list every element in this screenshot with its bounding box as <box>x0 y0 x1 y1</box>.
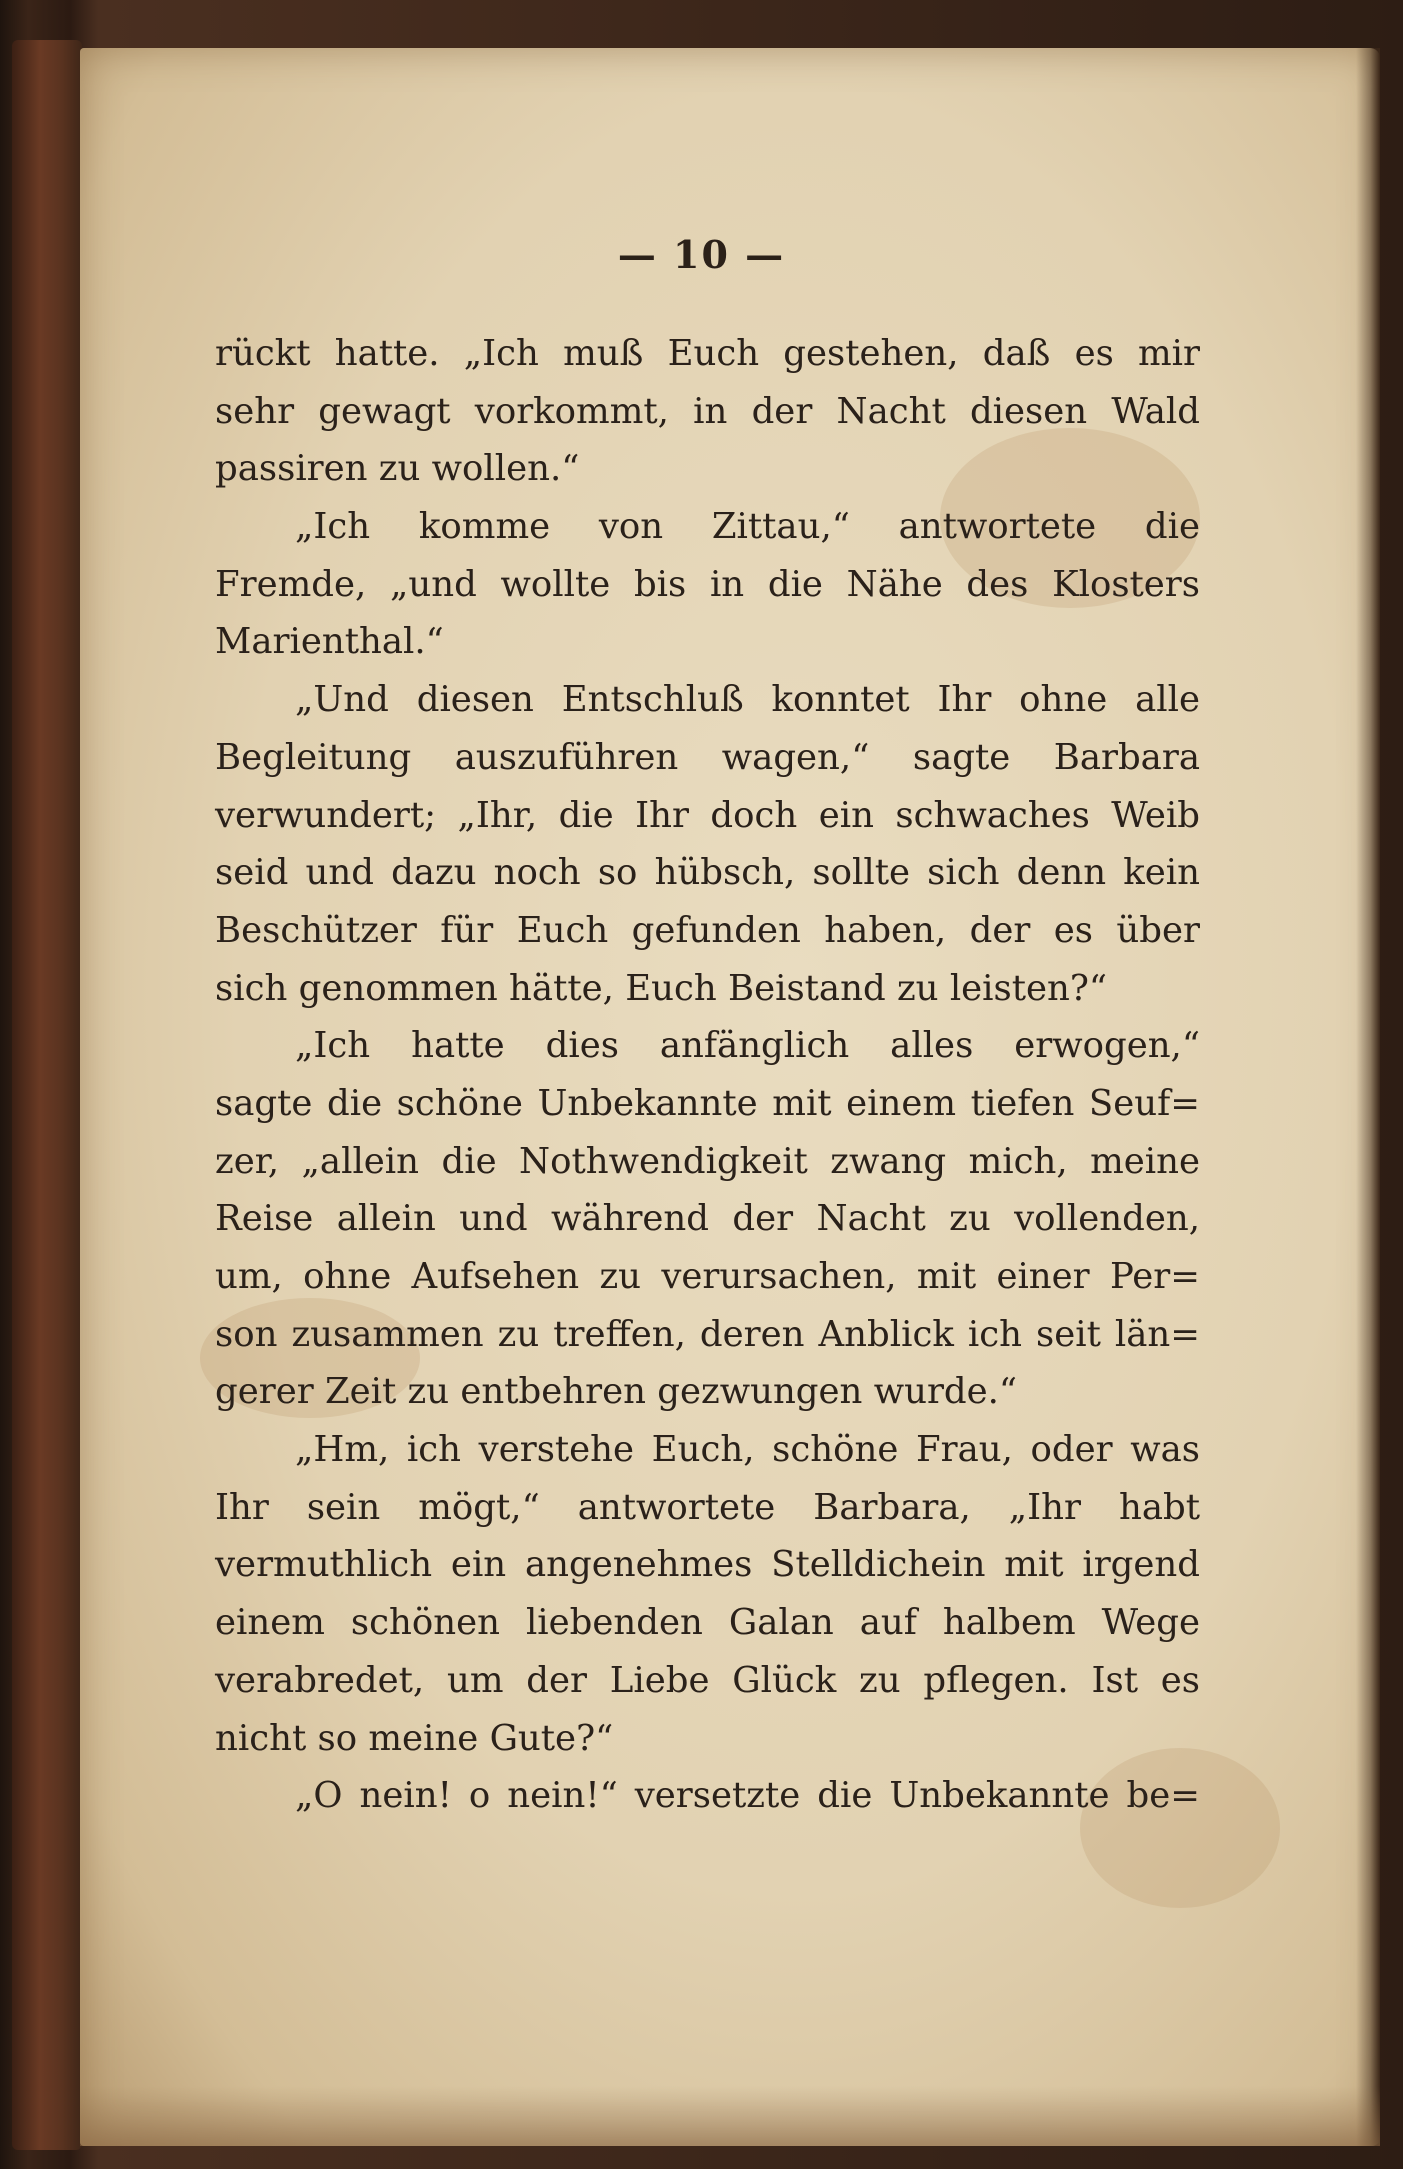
text-line: nicht so meine Gute?“ <box>215 1717 614 1759</box>
text-line: „Und diesen Entschluß konntet Ihr ohne alle <box>295 679 1200 721</box>
body-text <box>215 325 1200 1825</box>
text-line: Beschützer für Euch gefunden haben, der es über <box>215 909 1200 951</box>
text-line: gerer Zeit zu entbehren gezwungen wurde.“ <box>215 1371 1018 1413</box>
text-line: „Ich hatte dies anfänglich alles erwogen,“ <box>295 1025 1200 1067</box>
text-line: rückt hatte. „Ich muß Euch gestehen, daß es mir <box>215 333 1200 374</box>
book-spine-edge <box>12 40 82 2150</box>
text-line: Marienthal.“ <box>215 621 444 663</box>
text-line: Reise allein und während der Nacht zu vollenden, <box>215 1198 1200 1240</box>
text-line: verwundert; „Ihr, die Ihr doch ein schwaches Weib <box>215 794 1200 836</box>
text-line: sagte die schöne Unbekannte mit einem tiefen Seuf= <box>215 1082 1200 1124</box>
text-line: um, ohne Aufsehen zu verursachen, mit einer Per= <box>215 1256 1200 1297</box>
text-line: Begleitung auszuführen wagen,“ sagte Barbara <box>215 736 1200 778</box>
text-line: „Ich komme von Zittau,“ antwortete die <box>295 506 1200 548</box>
text-line: son zusammen zu treffen, deren Anblick ich seit län= <box>215 1313 1200 1355</box>
text-line: zer, „allein die Nothwendigkeit zwang mich, meine <box>215 1140 1200 1182</box>
text-line: „Hm, ich verstehe Euch, schöne Frau, oder was <box>295 1429 1200 1471</box>
text-line: einem schönen liebenden Galan auf halbem Wege <box>215 1602 1200 1644</box>
text-line: seid und dazu noch so hübsch, sollte sich denn kein <box>215 852 1200 894</box>
text-line: „O nein! o nein!“ versetzte die Unbekannte be= <box>295 1775 1200 1817</box>
text-line: Ihr sein mögt,“ antwortete Barbara, „Ihr habt <box>215 1486 1200 1528</box>
page-bottom-edge <box>80 2086 1380 2146</box>
page-right-edge <box>1356 48 1380 2146</box>
text-line: sich genommen hätte, Euch Beistand zu leisten?“ <box>215 967 1108 1009</box>
text-line: verabredet, um der Liebe Glück zu pflegen. Ist es <box>215 1659 1200 1701</box>
page-number: — 10 — <box>617 232 786 277</box>
text-line: Fremde, „und wollte bis in die Nähe des Klosters <box>215 563 1200 605</box>
text-line: vermuthlich ein angenehmes Stelldichein mit irgend <box>215 1544 1200 1586</box>
text-line: sehr gewagt vorkommt, in der Nacht diesen Wald <box>215 390 1200 432</box>
text-line: passiren zu wollen.“ <box>215 448 580 490</box>
